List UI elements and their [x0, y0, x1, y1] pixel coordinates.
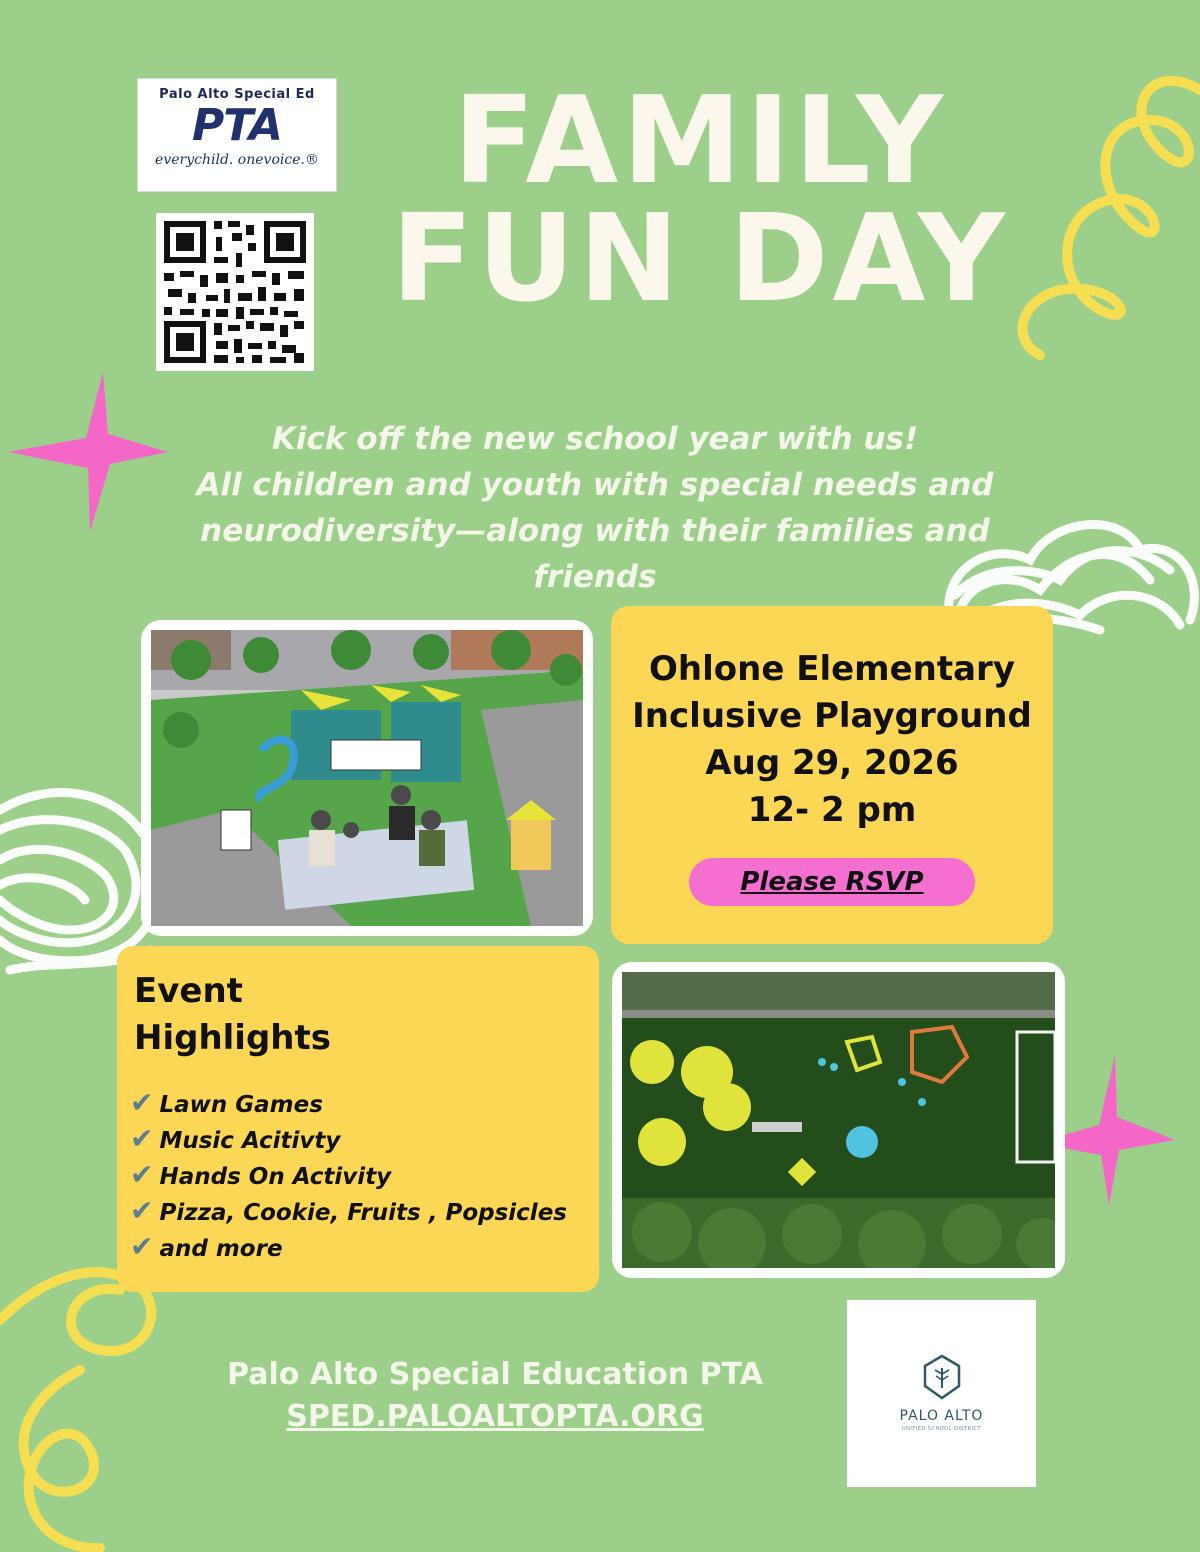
pta-logo-tagline: everychild. onevoice.®	[155, 152, 319, 168]
footer-website-link[interactable]: SPED.PALOALTOPTA.ORG	[286, 1399, 704, 1434]
aerial-playground-photo	[612, 962, 1065, 1278]
list-item	[130, 1158, 567, 1194]
playground-illustration-photo	[141, 620, 593, 936]
event-time: 12- 2 pm	[747, 790, 917, 830]
highlight-label: Music Acitivty	[159, 1128, 341, 1154]
yellow-squiggle-decoration-bottom	[0, 1250, 180, 1552]
intro-line-1: Kick off the new school year with us!	[271, 421, 919, 457]
title-line-1: FAMILY	[453, 72, 947, 211]
event-location-line-1: Ohlone Elementary	[649, 649, 1015, 689]
highlights-list	[130, 1086, 567, 1266]
intro-text	[140, 416, 1050, 600]
highlights-heading-line-1: Event	[134, 971, 243, 1011]
highlights-heading	[134, 968, 331, 1062]
check-icon: ✔	[130, 1158, 154, 1191]
title-line-2: FUN DAY	[391, 190, 1009, 329]
aerial-playground-image	[622, 972, 1055, 1268]
event-location-line-2: Inclusive Playground	[632, 696, 1032, 736]
district-subtitle: UNIFIED SCHOOL DISTRICT	[901, 1426, 982, 1432]
event-info-lines	[611, 646, 1053, 834]
check-icon: ✔	[130, 1086, 154, 1119]
playground-illustration	[151, 630, 583, 926]
district-logo	[847, 1300, 1036, 1487]
pta-logo-top-text: Palo Alto Special Ed	[159, 87, 315, 102]
list-item	[130, 1086, 567, 1122]
check-icon: ✔	[130, 1122, 154, 1155]
rsvp-button[interactable]: Please RSVP	[689, 858, 975, 906]
event-date: Aug 29, 2026	[705, 743, 959, 783]
list-item	[130, 1194, 567, 1230]
highlights-heading-line-2: Highlights	[134, 1018, 331, 1058]
highlight-label: Hands On Activity	[159, 1164, 392, 1190]
pta-logo	[137, 78, 337, 192]
footer-organization: Palo Alto Special Education PTA	[227, 1357, 763, 1392]
pta-logo-mark: PTA	[192, 100, 282, 151]
list-item	[130, 1122, 567, 1158]
highlight-label: and more	[159, 1236, 283, 1262]
check-icon: ✔	[130, 1194, 154, 1227]
intro-line-3: neurodiversity—along with their families and	[200, 513, 990, 549]
list-item	[130, 1230, 567, 1266]
yellow-squiggle-decoration-top	[1000, 30, 1200, 360]
highlight-label: Pizza, Cookie, Fruits , Popsicles	[159, 1200, 567, 1226]
intro-line-2: All children and youth with special needs and	[196, 467, 994, 503]
intro-line-4: friends	[533, 559, 657, 595]
highlight-label: Lawn Games	[159, 1092, 323, 1118]
event-highlights-card	[117, 946, 599, 1292]
tree-emblem-icon	[921, 1354, 963, 1400]
qr-code[interactable]	[156, 213, 314, 371]
check-icon: ✔	[130, 1230, 154, 1263]
district-name: PALO ALTO	[899, 1408, 984, 1424]
qr-code-pattern	[156, 213, 314, 371]
event-info-card	[611, 606, 1053, 944]
